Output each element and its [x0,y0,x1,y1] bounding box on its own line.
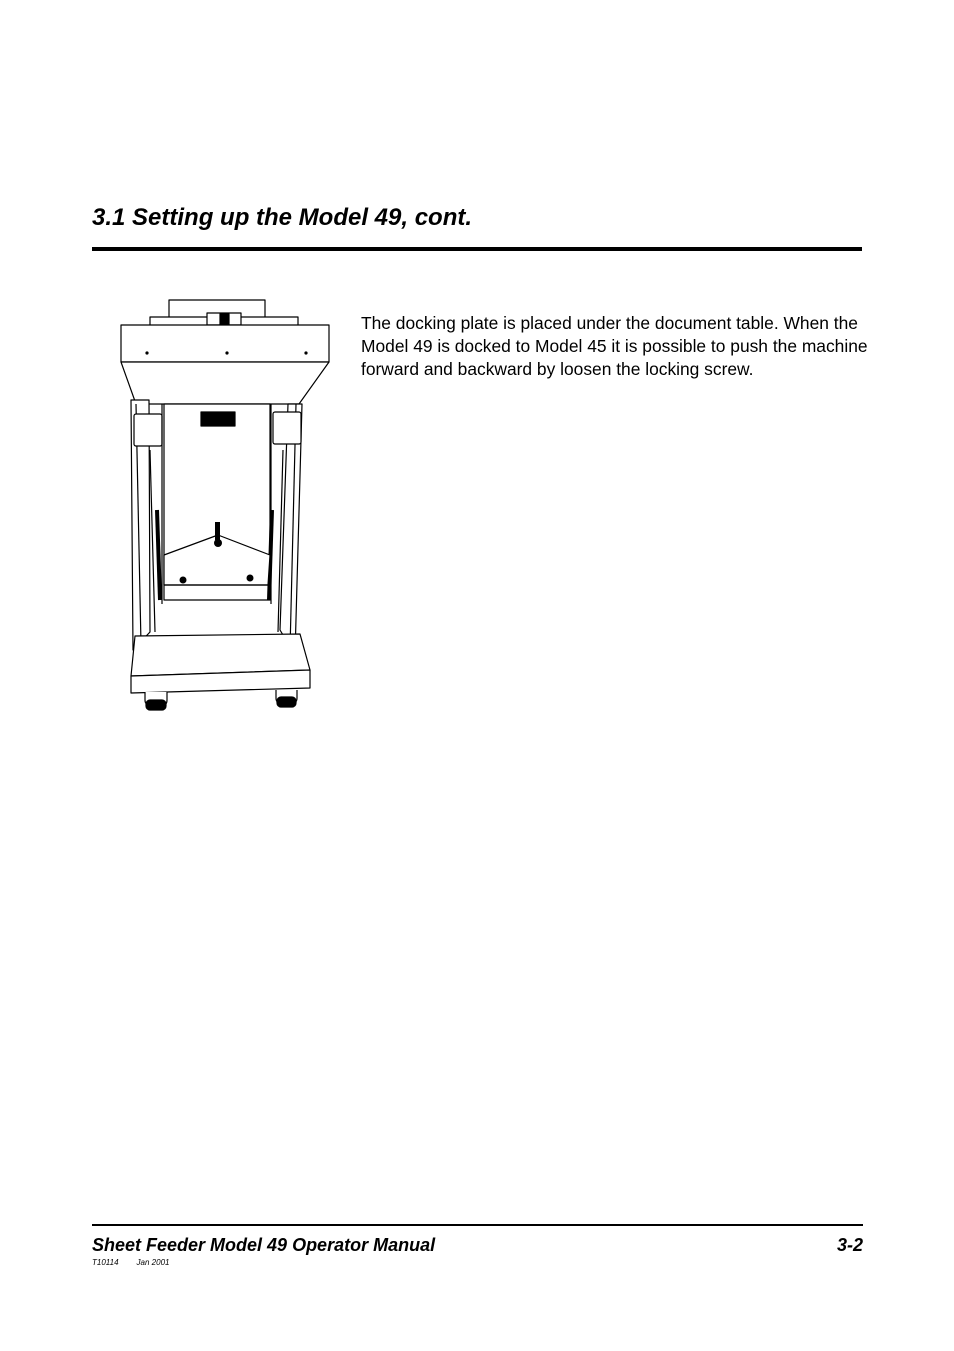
footer-manual-title: Sheet Feeder Model 49 Operator Manual [92,1235,436,1255]
footer-page-number: 3-2 [836,1235,863,1255]
footer-date: Jan 2001 [136,1258,170,1267]
body-paragraph: The docking plate is placed under the document table. When the Model 49 is docked to Model 45 it is possible to push the machine forward and backward by loosen the locking screw. [361,313,868,379]
sheet-feeder-illustration [118,292,334,714]
section-title: 3.1 Setting up the Model 49, cont. [92,204,473,231]
footer-rule [92,1224,863,1226]
title-rule [92,247,862,251]
footer-meta [92,1258,169,1268]
footer-doc-code: T10114 [92,1258,119,1267]
